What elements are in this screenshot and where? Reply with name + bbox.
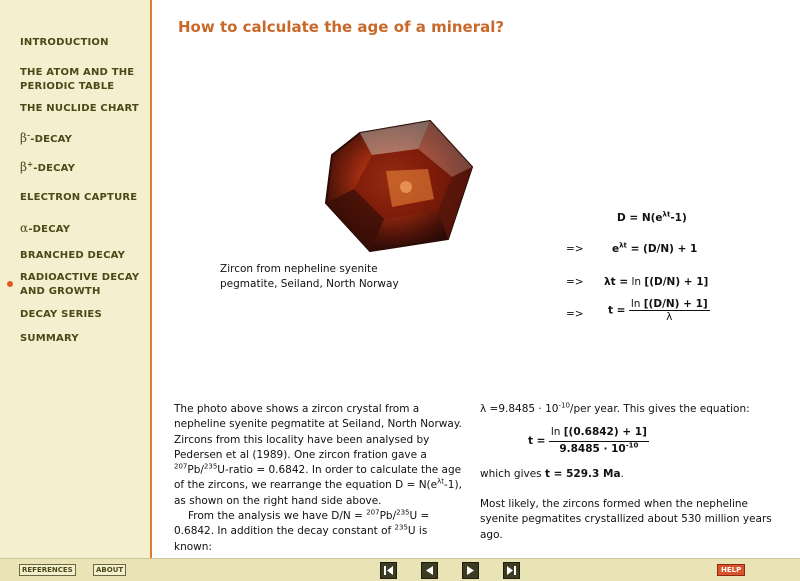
equation-4: t = $\frac{\ln [(D/N) + 1]}{\lambda}$ <box>608 298 708 323</box>
photo-caption <box>220 262 399 292</box>
calculation-text <box>480 402 780 543</box>
active-item-indicator <box>7 281 13 287</box>
last-page-icon[interactable] <box>503 562 520 579</box>
fraction: $\frac{\ln [(D/N) + 1]}{\lambda}$ <box>630 298 708 323</box>
sidebar-item-introduction[interactable]: INTRODUCTION <box>20 37 109 48</box>
sidebar-item-branched-decay[interactable]: BRANCHED DECAY <box>20 250 126 261</box>
references-button[interactable]: REFERENCES <box>19 564 76 576</box>
decay-constant-line: $\lambda =9.8485 \cdot 10^{-10}$/per year. This gives the equation: <box>480 401 750 415</box>
fraction: $\frac{\ln [(0.6842) + 1]}{9.8485 \cdot 10^{-10}}$ <box>550 426 647 455</box>
result-line: which gives t = 529.3 Ma. <box>480 467 624 480</box>
equation-1: $D = N(e^{\lambda t}-1)$ <box>617 210 687 224</box>
caption-line: Zircon from nepheline syenite <box>220 263 378 275</box>
next-page-icon[interactable] <box>462 562 479 579</box>
equation-arrow: => <box>566 243 584 255</box>
conclusion-text: Most likely, the zircons formed when the nepheline syenite pegmatites crystallized about 530 million years ago. <box>480 498 772 541</box>
page-title: How to calculate the age of a mineral? <box>178 18 505 36</box>
sidebar-nav <box>0 0 152 558</box>
sidebar-item-electron-capture[interactable]: ELECTRON CAPTURE <box>20 192 138 203</box>
paragraph: The photo above shows a zircon crystal from a nepheline syenite pegmatite at Seiland, North Norway. Zircons from this locality have been analysed by Pedersen et al (1989). One zircon fration gave a $^{207}$Pb/$^{235}$U-ratio = 0.6842. In order to calculate the age of the zircons, we rearrange the equation $D = N(e^{\lambda t}-1)$, as shown on the right hand side above. <box>174 403 462 507</box>
equation-3: λt = ln [(D/N) + 1] <box>604 276 709 288</box>
equation-2: $e^{\lambda t} = (D/N) + 1$ <box>612 241 698 255</box>
zircon-crystal-photo <box>320 115 480 255</box>
about-button[interactable]: ABOUT <box>93 564 126 576</box>
equation-arrow: => <box>566 308 584 320</box>
main-content <box>152 0 800 558</box>
help-button[interactable]: HELP <box>717 564 745 576</box>
age-equation: t = $\frac{\ln [(0.6842) + 1]}{9.8485 \cdot 10^{-10}}$ <box>528 425 780 457</box>
previous-page-icon[interactable] <box>421 562 438 579</box>
equation-arrow: => <box>566 276 584 288</box>
caption-line: pegmatite, Seiland, North Norway <box>220 278 399 290</box>
paragraph: From the analysis we have D/N = $^{207}$Pb/$^{235}$U = 0.6842. In addition the decay constant of $^{235}$U is known: <box>174 508 430 553</box>
footer-bar <box>0 558 800 581</box>
sidebar-item-nuclide-chart[interactable]: THE NUCLIDE CHART <box>20 103 139 114</box>
sidebar-item-summary[interactable]: SUMMARY <box>20 333 79 344</box>
explanation-text <box>174 402 466 555</box>
first-page-icon[interactable] <box>380 562 397 579</box>
sidebar-item-alpha-decay[interactable]: α-DECAY <box>20 221 71 235</box>
sidebar-item-beta-minus-decay[interactable]: β--DECAY <box>20 131 73 145</box>
sidebar-item-decay-series[interactable]: DECAY SERIES <box>20 309 102 320</box>
sidebar-item-atom-periodic-table[interactable]: THE ATOM AND THE PERIODIC TABLE <box>20 67 135 92</box>
sidebar-item-beta-plus-decay[interactable]: β+-DECAY <box>20 160 76 174</box>
sidebar-item-radioactive-decay-growth[interactable]: RADIOACTIVE DECAY AND GROWTH <box>20 272 140 297</box>
